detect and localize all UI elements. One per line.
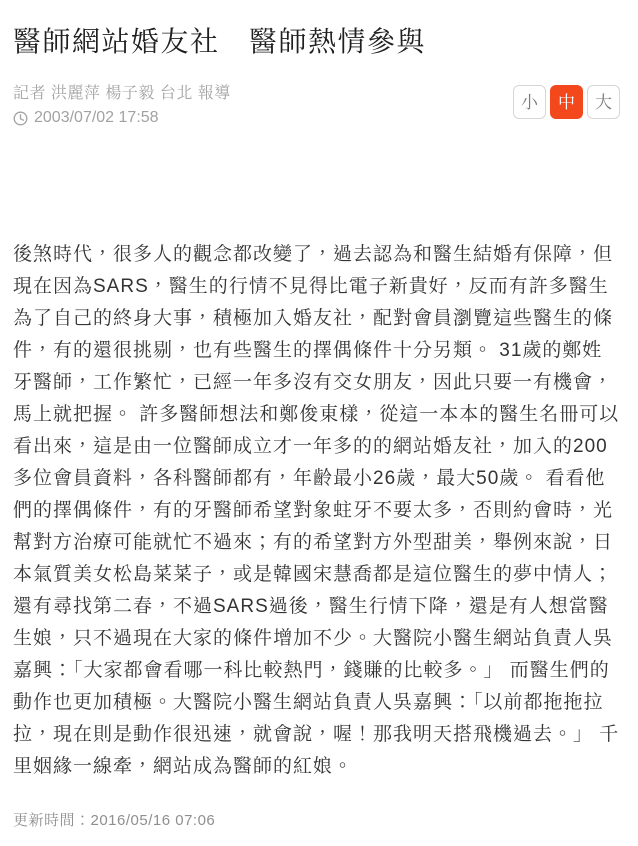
font-size-controls (513, 85, 620, 119)
article-title: 醫師網站婚友社 醫師熱情參與 (13, 26, 427, 57)
byline: 記者 洪麗萍 楊子毅 台北 報導 (13, 85, 231, 103)
clock-icon (13, 111, 28, 126)
article-body: 後煞時代，很多人的觀念都改變了，過去認為和醫生結婚有保障，但現在因為SARS，醫生的行情不見得比電子新貴好，反而有許多醫生為了自己的終身大事，積極加入婚友社，配對會員瀏覽這些醫生的條件，有的還很挑剔，也有些醫生的擇偶條件十分另類。 31歲的鄭姓牙醫師，工作繁忙，已經一年多沒有交女朋友，因此只要一有機會，馬上就把握。 許多醫師想法和鄭俊東樣，從這一本本的醫生名冊可以看出來，這是由一位醫師成立才一年多的的網站婚友社，加入的200多位會員資料，各科醫師都有，年齡最小26歲，最大50歲。 看看他們的擇偶條件，有的牙醫師希望對象蛀牙不要太多，否則約會時，光幫對方治療可能就忙不過來；有的希望對方外型甜美，舉例來說，日本氣質美女松島菜菜子，或是韓國宋慧喬都是這位醫生的夢中情人；還有尋找第二春，不過SARS過後，醫生行情下降，還是有人想當醫生娘，只不過現在大家的條件增加不少。大醫院小醫生網站負責人吳嘉興：「大家都會看哪一科比較熱門，錢賺的比較多。」 而醫生們的動作也更加積極。大醫院小醫生網站負責人吳嘉興：「以前都拖拖拉拉，現在則是動作很迅速，就會說，喔！那我明天搭飛機過去。」 千里姻緣一線牽，網站成為醫師的紅娘。 (13, 244, 620, 778)
publish-time: 2003/07/02 17:58 (34, 109, 159, 127)
updated-time: 更新時間：2016/05/16 07:06 (13, 812, 216, 830)
publish-time-row (13, 109, 231, 127)
font-size-large-button[interactable]: 大 (587, 85, 620, 119)
article-meta-left (13, 85, 231, 127)
font-size-small-button[interactable]: 小 (513, 85, 546, 119)
font-size-medium-button[interactable]: 中 (550, 85, 583, 119)
article-meta (13, 85, 620, 127)
